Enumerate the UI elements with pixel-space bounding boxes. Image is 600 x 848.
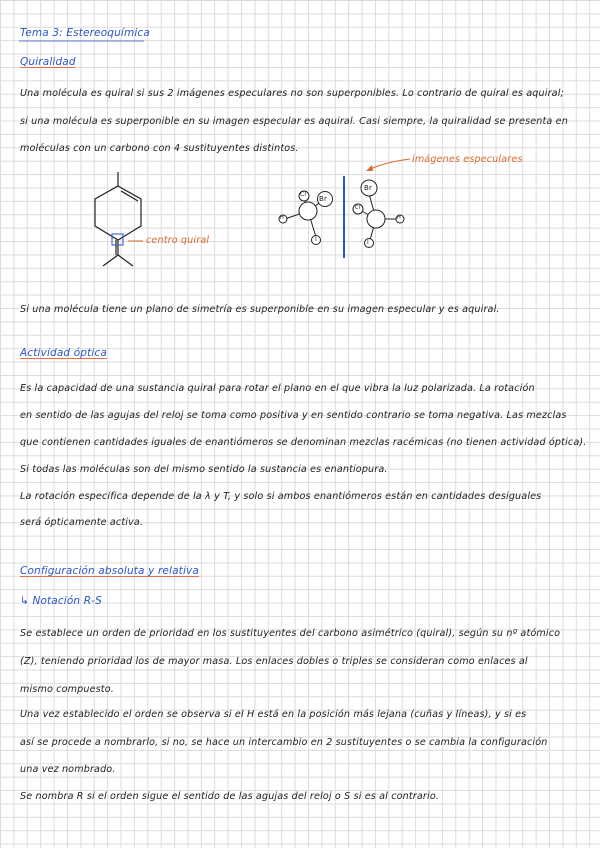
config-line-6: una vez nombrado.	[20, 764, 116, 775]
config-line-7: Se nombra R si el orden sigue el sentido de las agujas del reloj o S si es al contrario.	[20, 791, 440, 802]
config-line-2: (Z), teniendo prioridad los de mayor masa. Los enlaces dobles o triples se consideran como enlaces al	[20, 656, 528, 667]
atom-cl-right: Cl	[355, 205, 361, 211]
quiralidad-line-3: moléculas con un carbono con 4 sustituyentes distintos.	[20, 143, 299, 154]
actividad-line-6: será ópticamente activa.	[20, 517, 144, 528]
ring-molecule	[95, 172, 141, 266]
heading-configuracion: Configuración absoluta y relativa	[20, 565, 199, 577]
config-line-3: mismo compuesto.	[20, 684, 114, 695]
atom-br-left: Br	[319, 195, 327, 203]
actividad-line-1: Es la capacidad de una sustancia quiral para rotar el plano en el que vibra la luz polarizada. La rotación	[20, 383, 535, 394]
actividad-line-3: que contienen cantidades iguales de enantiómeros se denominan mezclas racémicas (no tienen actividad óptica).	[20, 437, 587, 448]
plane-symmetry-line: Si una molécula tiene un plano de simetría es superponible en su imagen especular y es aquiral.	[20, 304, 500, 315]
subheading-text: Notación R-S	[32, 595, 102, 607]
actividad-line-2: en sentido de las agujas del reloj se toma como positiva y en sentido contrario se toma negativa. Las mezclas	[20, 410, 567, 421]
config-line-1: Se establece un orden de prioridad en los sustituyentes del carbono asimétrico (quiral), según su nº atómico	[20, 628, 561, 639]
page-title: Tema 3: Estereoquímica	[20, 27, 150, 39]
actividad-line-5: La rotación específica depende de la λ y T, y solo si ambos enantiómeros están en cantidades desiguales	[20, 491, 542, 502]
quiralidad-line-2: si una molécula es superponible en su imagen especular es aquiral. Casi siempre, la quiralidad se presenta en	[20, 116, 568, 127]
atom-i-right: I	[367, 239, 369, 246]
subheading-notacion-rs: ↳ Notación R-S	[20, 595, 102, 607]
atom-cl-left: Cl	[300, 191, 307, 198]
quiralidad-line-1: Una molécula es quiral si sus 2 imágenes especulares no son superponibles. Lo contrario de quiral es aquiral;	[20, 88, 564, 99]
mirror-annotation: imágenes especulares	[412, 154, 523, 165]
heading-quiralidad: Quiralidad	[20, 56, 76, 68]
atom-h-right: H	[397, 215, 401, 221]
atom-h-left: H	[280, 215, 284, 221]
actividad-line-4: Si todas las moléculas son del mismo sentido la sustancia es enantiopura.	[20, 464, 388, 475]
atom-br-right: Br	[364, 184, 372, 192]
atom-i-left: I	[315, 236, 317, 243]
config-line-5: así se procede a nombrarlo, si no, se hace un intercambio en 2 sustituyentes o se cambia la configuración	[20, 737, 548, 748]
heading-actividad-optica: Actividad óptica	[20, 347, 107, 359]
chiral-center-annotation: centro quiral	[146, 235, 210, 246]
right-enantiomer	[353, 180, 404, 248]
config-line-4: Una vez establecido el orden se observa si el H está en la posición más lejana (cuñas y líneas), y si es	[20, 709, 527, 720]
